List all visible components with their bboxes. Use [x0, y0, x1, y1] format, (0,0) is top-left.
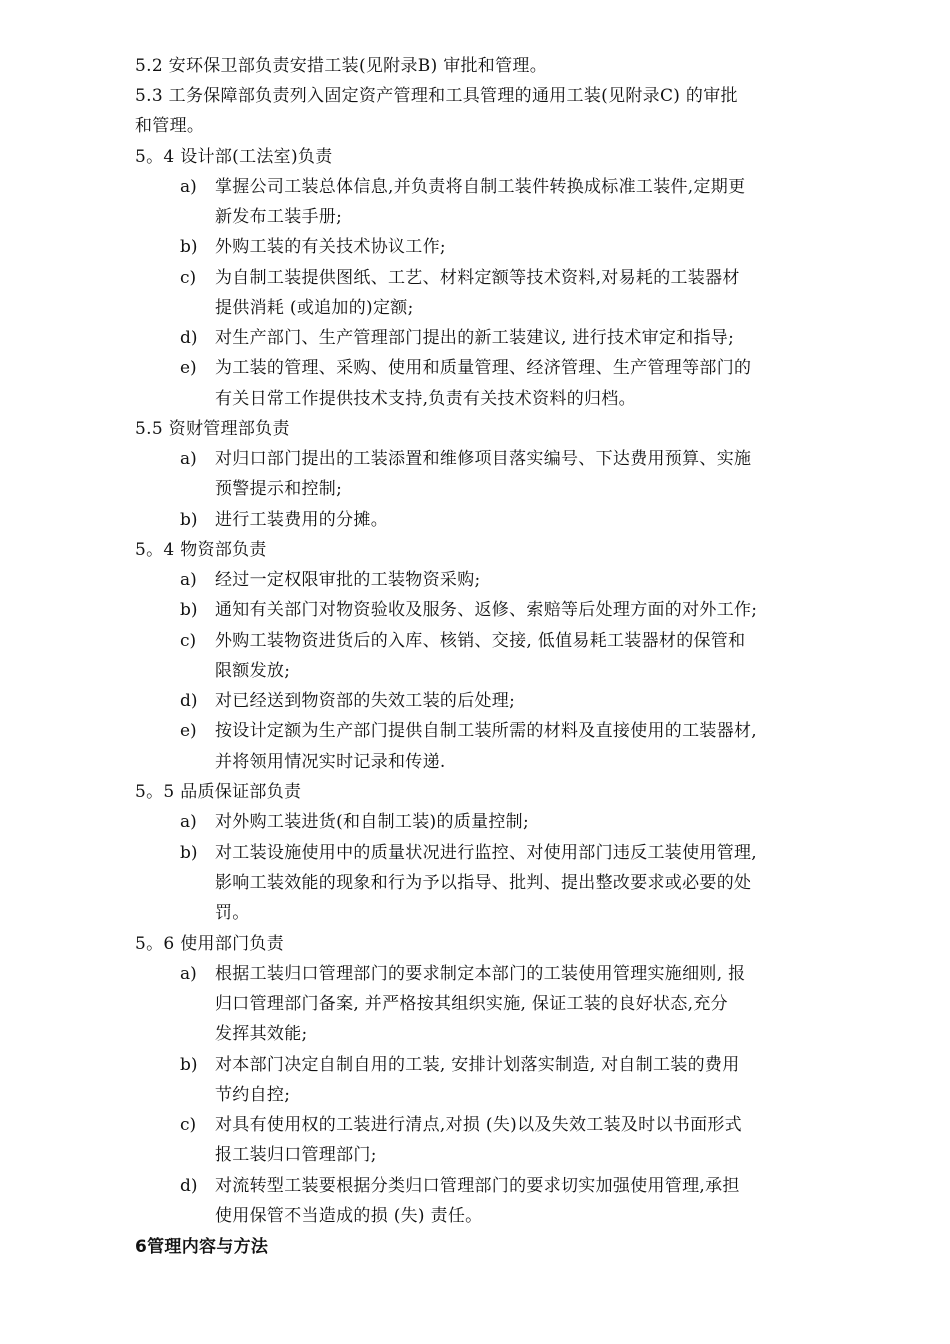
list-item-text: 对工装设施使用中的质量状况进行监控、对使用部门违反工装使用管理,	[215, 843, 758, 863]
list-item-text: 对生产部门、生产管理部门提出的新工装建议, 进行技术审定和指导;	[215, 328, 735, 348]
item-marker: c)	[180, 1115, 197, 1135]
section-5-2-line: 5.2 安环保卫部负责安措工装(见附录B) 审批和管理。	[135, 56, 547, 76]
item-marker: b)	[180, 600, 198, 620]
list-item-text: 外购工装物资进货后的入库、核销、交接, 低值易耗工装器材的保管和	[215, 631, 746, 651]
section-5-5-heading: 5.5 资财管理部负责	[135, 419, 290, 439]
list-item-text: 归口管理部门备案, 并严格按其组织实施, 保证工装的良好状态,充分	[215, 994, 728, 1014]
section-5-4-materials-heading: 5。4 物资部负责	[135, 540, 267, 560]
item-marker: d)	[180, 691, 198, 711]
list-item-text: 对归口部门提出的工装添置和维修项目落实编号、下达费用预算、实施	[215, 449, 752, 469]
list-item-text: 有关日常工作提供技术支持,负责有关技术资料的归档。	[215, 389, 636, 409]
item-marker: d)	[180, 328, 198, 348]
list-item-text: 为自制工装提供图纸、工艺、材料定额等技术资料,对易耗的工装器材	[215, 268, 740, 288]
item-marker: b)	[180, 1055, 198, 1075]
list-item-text: 经过一定权限审批的工装物资采购;	[215, 570, 481, 590]
list-item-text: 发挥其效能;	[215, 1024, 308, 1044]
item-marker: c)	[180, 631, 197, 651]
list-item-text: 外购工装的有关技术协议工作;	[215, 237, 446, 257]
list-item-text: 为工装的管理、采购、使用和质量管理、经济管理、生产管理等部门的	[215, 358, 752, 378]
item-marker: a)	[180, 812, 197, 832]
list-item-text: 节约自控;	[215, 1085, 291, 1105]
list-item-text: 对本部门决定自制自用的工装, 安排计划落实制造, 对自制工装的费用	[215, 1055, 740, 1075]
list-item-text: 按设计定额为生产部门提供自制工装所需的材料及直接使用的工装器材,	[215, 721, 758, 741]
list-item-text: 新发布工装手册;	[215, 207, 343, 227]
list-item-text: 预警提示和控制;	[215, 479, 343, 499]
section-5-3-line-2: 和管理。	[135, 116, 205, 136]
item-marker: d)	[180, 1176, 198, 1196]
item-marker: a)	[180, 449, 197, 469]
list-item-text: 对流转型工装要根据分类归口管理部门的要求切实加强使用管理,承担	[215, 1176, 740, 1196]
item-marker: e)	[180, 358, 197, 378]
list-item-text: 影响工装效能的现象和行为予以指导、批判、提出整改要求或必要的处	[215, 873, 752, 893]
item-marker: a)	[180, 570, 197, 590]
list-item-text: 罚。	[215, 903, 250, 923]
list-item-text: 使用保管不当造成的损 (失) 责任。	[215, 1206, 483, 1226]
section-5-4-heading: 5。4 设计部(工法室)负责	[135, 147, 333, 167]
list-item-text: 通知有关部门对物资验收及服务、返修、索赔等后处理方面的对外工作;	[215, 600, 758, 620]
list-item-text: 对已经送到物资部的失效工装的后处理;	[215, 691, 516, 711]
list-item-text: 提供消耗 (或追加的)定额;	[215, 298, 414, 318]
section-5-5-quality-heading: 5。5 品质保证部负责	[135, 782, 302, 802]
list-item-text: 报工装归口管理部门;	[215, 1145, 377, 1165]
section-6-heading: 6管理内容与方法	[135, 1237, 269, 1257]
list-item-text: 进行工装费用的分摊。	[215, 510, 388, 530]
list-item-text: 掌握公司工装总体信息,并负责将自制工装件转换成标准工装件,定期更	[215, 177, 746, 197]
item-marker: a)	[180, 177, 197, 197]
item-marker: c)	[180, 268, 197, 288]
item-marker: a)	[180, 964, 197, 984]
item-marker: b)	[180, 843, 198, 863]
item-marker: b)	[180, 237, 198, 257]
section-5-3-line-1: 5.3 工务保障部负责列入固定资产管理和工具管理的通用工装(见附录C) 的审批	[135, 86, 738, 106]
list-item-text: 对外购工装进货(和自制工装)的质量控制;	[215, 812, 529, 832]
item-marker: b)	[180, 510, 198, 530]
list-item-text: 对具有使用权的工装进行清点,对损 (失)以及失效工装及时以书面形式	[215, 1115, 742, 1135]
list-item-text: 并将领用情况实时记录和传递.	[215, 752, 446, 772]
list-item-text: 根据工装归口管理部门的要求制定本部门的工装使用管理实施细则, 报	[215, 964, 746, 984]
section-5-6-heading: 5。6 使用部门负责	[135, 934, 285, 954]
item-marker: e)	[180, 721, 197, 741]
list-item-text: 限额发放;	[215, 661, 291, 681]
